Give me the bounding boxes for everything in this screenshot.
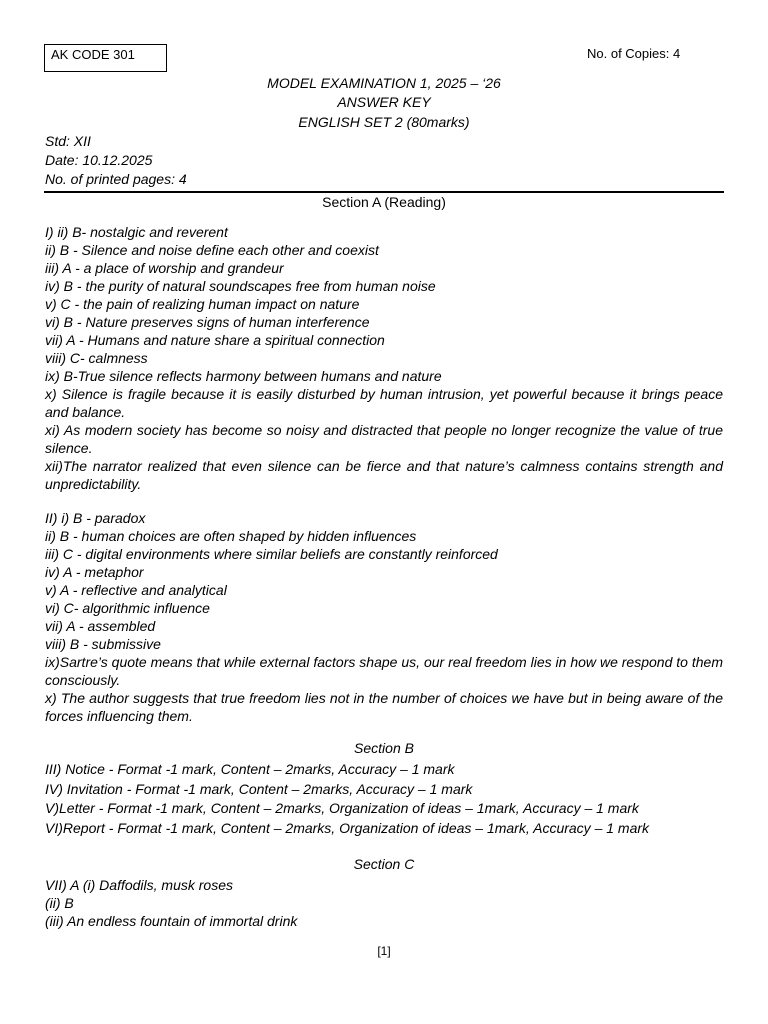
answer-line: iii) C - digital environments where similar beliefs are constantly reinforced	[45, 546, 498, 562]
answer-line: iv) A - metaphor	[45, 564, 144, 580]
answer-key-code-box	[44, 44, 167, 72]
answer-line: VII) A (i) Daffodils, musk roses	[45, 877, 234, 893]
section-c-list	[45, 876, 723, 930]
answer-line: vii) A - Humans and nature share a spiritual connection	[45, 332, 385, 348]
answer-line: viii) C- calmness	[45, 350, 148, 366]
marking-scheme-line: V)Letter - Format -1 mark, Content – 2marks, Organization of ideas – 1mark, Accuracy – 1 mark	[45, 800, 639, 816]
section-b-list	[45, 760, 723, 838]
answer-line: v) C - the pain of realizing human impact on nature	[45, 296, 360, 312]
answer-line: viii) B - submissive	[45, 636, 161, 652]
section-c-title: Section C	[353, 856, 415, 872]
answer-line: (ii) B	[45, 895, 74, 911]
answer-line: ii) B - human choices are often shaped by hidden influences	[45, 528, 417, 544]
standard: Std: XII	[45, 133, 91, 149]
answer-line: vi) C- algorithmic influence	[45, 600, 210, 616]
header-divider	[44, 191, 724, 193]
answer-paragraph: xii)The narrator realized that even silence can be fierce and that nature’s calmness contains strength and unpredictability.	[45, 458, 723, 492]
answer-line: (iii) An endless fountain of immortal drink	[45, 913, 298, 929]
section-a-part2	[45, 509, 723, 725]
answer-line: iv) B - the purity of natural soundscapes free from human noise	[45, 278, 436, 294]
answer-key-code: AK CODE 301	[51, 47, 135, 62]
printed-pages: No. of printed pages: 4	[45, 171, 187, 187]
copies-count: No. of Copies: 4	[587, 46, 681, 61]
answer-paragraph: ix)Sartre’s quote means that while external factors shape us, our real freedom lies in how we respond to them consciously.	[45, 654, 723, 688]
answer-key-title: ANSWER KEY	[337, 94, 431, 110]
answer-paragraph: x) The author suggests that true freedom lies not in the number of choices we have but in being aware of the forces influencing them.	[45, 690, 723, 724]
answer-line: I) ii) B- nostalgic and reverent	[45, 224, 228, 240]
section-a-part1	[45, 223, 723, 493]
answer-paragraph: x) Silence is fragile because it is easily disturbed by human intrusion, yet powerful because it brings peace and balance.	[45, 386, 723, 420]
answer-line: vii) A - assembled	[45, 618, 156, 634]
marking-scheme-line: IV) Invitation - Format -1 mark, Content – 2marks, Accuracy – 1 mark	[45, 780, 473, 797]
answer-paragraph: xi) As modern society has become so noisy and distracted that people no longer recognize the value of true silence.	[45, 422, 723, 456]
section-a-title: Section A (Reading)	[322, 194, 446, 210]
answer-line: vi) B - Nature preserves signs of human interference	[45, 314, 370, 330]
answer-line: v) A - reflective and analytical	[45, 582, 227, 598]
subject-title: ENGLISH SET 2 (80marks)	[298, 114, 470, 130]
marking-scheme-line: VI)Report - Format -1 mark, Content – 2marks, Organization of ideas – 1mark, Accuracy – 1 mark	[45, 819, 650, 836]
marking-scheme-line: III) Notice - Format -1 mark, Content – 2marks, Accuracy – 1 mark	[45, 761, 455, 777]
answer-line: II) i) B - paradox	[45, 510, 146, 526]
exam-date: Date: 10.12.2025	[45, 152, 153, 168]
section-b-title: Section B	[354, 740, 414, 756]
answer-line: iii) A - a place of worship and grandeur	[45, 260, 284, 276]
page-number: [1]	[377, 944, 391, 958]
answer-line: ii) B - Silence and noise define each other and coexist	[45, 242, 379, 258]
exam-title: MODEL EXAMINATION 1, 2025 – ‘26	[267, 75, 501, 91]
answer-line: ix) B-True silence reflects harmony between humans and nature	[45, 368, 442, 384]
